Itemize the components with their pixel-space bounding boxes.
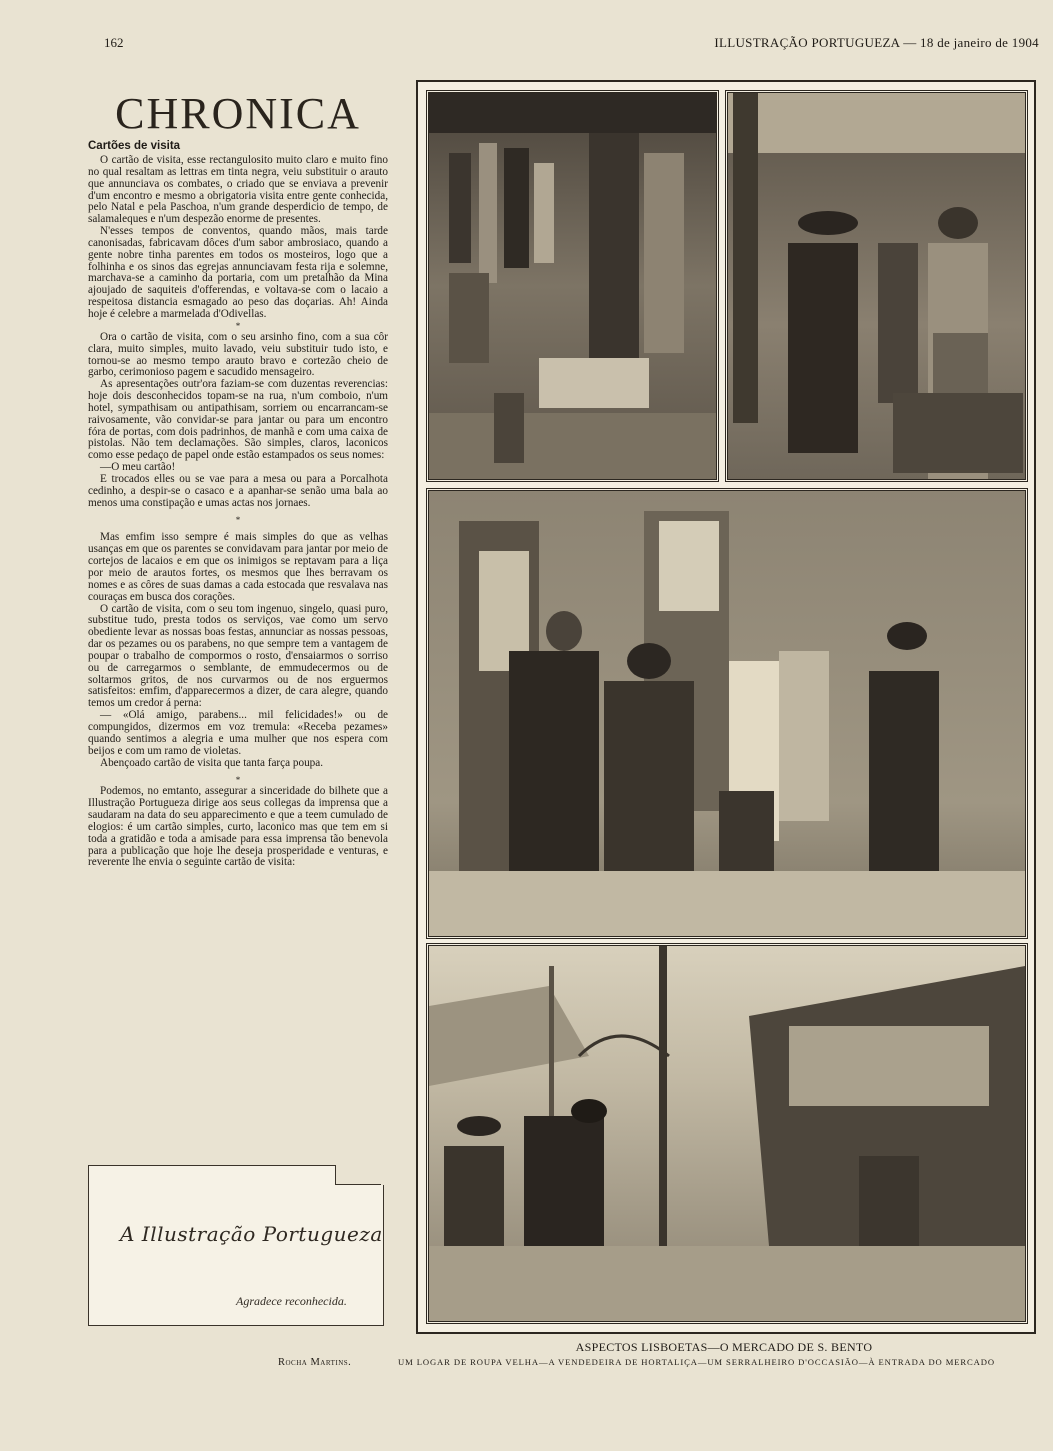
paragraph: — «Olá amigo, parabens... mil felicidades!» ou de compungidos, dizermos em voz tremula: «Receba pezames» quando sentimos a alegria e uma mulher que nos espera com beijos e com um ramo de violetas.	[88, 709, 388, 757]
photo-locksmith	[426, 488, 1028, 939]
section-separator: *	[235, 775, 241, 786]
page-number: 162	[104, 35, 124, 50]
section-separator: *	[235, 320, 241, 331]
paragraph: Ora o cartão de visita, com o seu arsinho fino, com a sua côr clara, muito simples, muito lavado, veiu substituir tudo isto, e tornou-se ao mesmo tempo arauto bravo e cortezão cheio de garbo, cerimonioso pagem e sacudido mensageiro.	[88, 330, 388, 379]
article-body	[88, 155, 388, 869]
paragraph: —O meu cartão!	[100, 461, 176, 474]
article-subtitle: Cartões de visita	[88, 140, 181, 152]
paragraph: N'esses tempos de conventos, quando mãos, mais tarde canonisadas, fabricavam dôces d'um sabor ambrosiaco, quando a gente nobre tinha parentes em todos os mosteiros, logo que a folhinha e os sinos das egrejas annunciavam festa rija e solemne, marchava-se a caminho da portaria, com um pretalhão da Mina ajoujado de saquiteis d'offerendas, e voltava-se com o lacaio a respeitosa distancia esmagado ao peso das doçarias. Ah! Ainda hoje é celebre a marmelada d'Odivellas.	[88, 225, 388, 320]
paragraph: Abençoado cartão de visita que tanta farça poupa.	[100, 756, 324, 769]
paragraph: O cartão de visita, esse rectangulosito muito claro e muito fino no qual resaltam as lettras em tinta negra, veiu substituir o arauto que annunciava os combates, o criado que se enviava a prevenir d'um encontro e mesmo a obrigatoria visita entre gente conhecida, pelo Natal e pela Paschoa, n'um grande desperdicio de tempo, de salamaleques e n'um despezão enorme de presentes.	[88, 154, 388, 226]
photo-vegetable-seller	[725, 90, 1028, 482]
author-signature: Rocha Martins.	[278, 1357, 352, 1368]
article-title: CHRONICA	[115, 89, 361, 138]
visiting-card-thanks: Agradece reconhecida.	[236, 1294, 347, 1308]
photo-old-clothes-stall	[426, 90, 719, 482]
photo-caption-title: ASPECTOS LISBOETAS—O MERCADO DE S. BENTO	[575, 1340, 873, 1354]
visiting-card-corner	[335, 1165, 381, 1185]
photo-caption-subtitle: UM LOGAR DE ROUPA VELHA—A VENDEDEIRA DE HORTALIÇA—UM SERRALHEIRO D'OCCASIÃO—À ENTRADA DO MERCADO	[398, 1357, 995, 1367]
paragraph: As apresentações outr'ora faziam-se com duzentas reverencias: hoje dois desconhecidos topam-se na rua, n'um comboio, n'um hotel, sympathisam ou antipathisam, sorriem ou encarrancam-se raivosamente, vão convidar-se para jantar ou para um encontro fóra de portas, com dois padrinhos, de manhã e com uma caixa de pistolas. Não tem declamações. São simples, claros, laconicos como esse pedaço de papel onde estão estampados os seus nomes:	[88, 378, 388, 462]
paragraph: Podemos, no emtanto, assegurar a sinceridade do bilhete que a Illustração Portugueza dirige aos seus collegas da imprensa que a saudaram na data do seu apparecimento e que a teem cumulado de elogios: é um cartão simples, curto, laconico mas que tem em si toda a gratidão e toda a amisade para essa imprensa tão benevola para a publicação que hoje lhe deseja prosperidade e venturas, e reverente lhe envia o seguinte cartão de visita:	[88, 785, 388, 869]
paragraph: Mas emfim isso sempre é mais simples do que as velhas usanças em que os parentes se convidavam para jantar por meio de cortejos de lacaios e em que os inimigos se reptavam para a liça por meio de arautos fortes, os mesmos que lhes berravam os nomes e as côres de suas damas a cada estocada que resvalava nas couraças em busca dos corações.	[88, 531, 388, 603]
paragraph: E trocados elles ou se vae para a mesa ou para a Porcalhota cedinho, a despir-se o casaco e a apanhar-se senão uma bala ao menos uma constipação e umas actas nos jornaes.	[88, 472, 388, 509]
photo-market-entrance	[426, 943, 1028, 1324]
paragraph: O cartão de visita, com o seu tom ingenuo, singelo, quasi puro, substitue tudo, presta todos os serviços, vae como um servo obediente levar as nossas boas festas, annunciar as nossas pessoas, dar os pezames ou os parabens, no que sempre tem a vantagem de poupar o trabalho de compormos o rosto, d'ensaiarmos o sorriso ou de carregarmos o semblante, de emmudecermos ou de soltarmos gritos, de nos curvarmos ou de nos erguermos satisfeitos: emfim, d'apparecermos a dizer, de cara alegre, quando temos um credor á perna:	[88, 602, 388, 710]
masthead: ILLUSTRAÇÃO PORTUGUEZA — 18 de janeiro de 1904	[714, 35, 1039, 50]
visiting-card-name: A Illustração Portugueza	[120, 1222, 383, 1246]
section-separator: *	[235, 515, 241, 526]
